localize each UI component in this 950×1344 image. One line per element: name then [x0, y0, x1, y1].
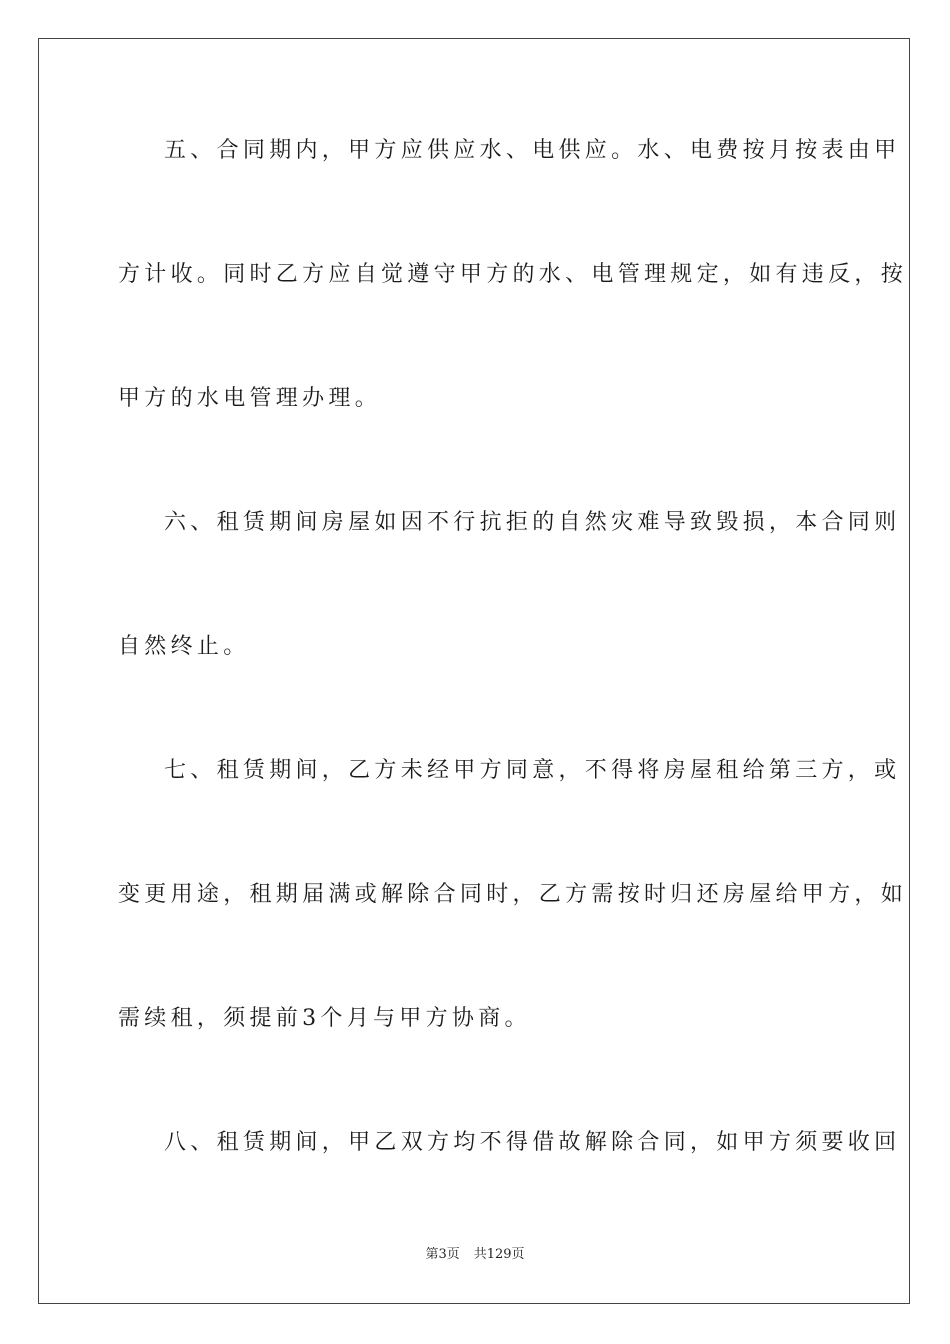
page-total: 共129页 — [473, 1247, 525, 1262]
paragraph-5-line-2: 方计收。同时乙方应自觉遵守甲方的水、电管理规定，如有违反，按 — [118, 262, 908, 287]
paragraph-7-line-1: 七、租赁期间，乙方未经甲方同意，不得将房屋租给第三方，或 — [164, 758, 901, 783]
page-number: 第3页 — [425, 1247, 460, 1262]
paragraph-5-line-3: 甲方的水电管理办理。 — [118, 386, 382, 411]
page-footer — [0, 1246, 950, 1264]
page-border — [38, 38, 910, 1304]
paragraph-7-line-2: 变更用途，租期届满或解除合同时，乙方需按时归还房屋给甲方，如 — [118, 882, 908, 907]
paragraph-5-line-1: 五、合同期内，甲方应供应水、电供应。水、电费按月按表由甲 — [164, 138, 901, 163]
paragraph-6-line-1: 六、租赁期间房屋如因不行抗拒的自然灾难导致毁损，本合同则 — [164, 510, 901, 535]
paragraph-7-line-3: 需续租，须提前3个月与甲方协商。 — [118, 1006, 531, 1031]
paragraph-6-line-2: 自然终止。 — [118, 634, 250, 659]
paragraph-8-line-1: 八、租赁期间，甲乙双方均不得借故解除合同，如甲方须要收回 — [164, 1130, 901, 1155]
